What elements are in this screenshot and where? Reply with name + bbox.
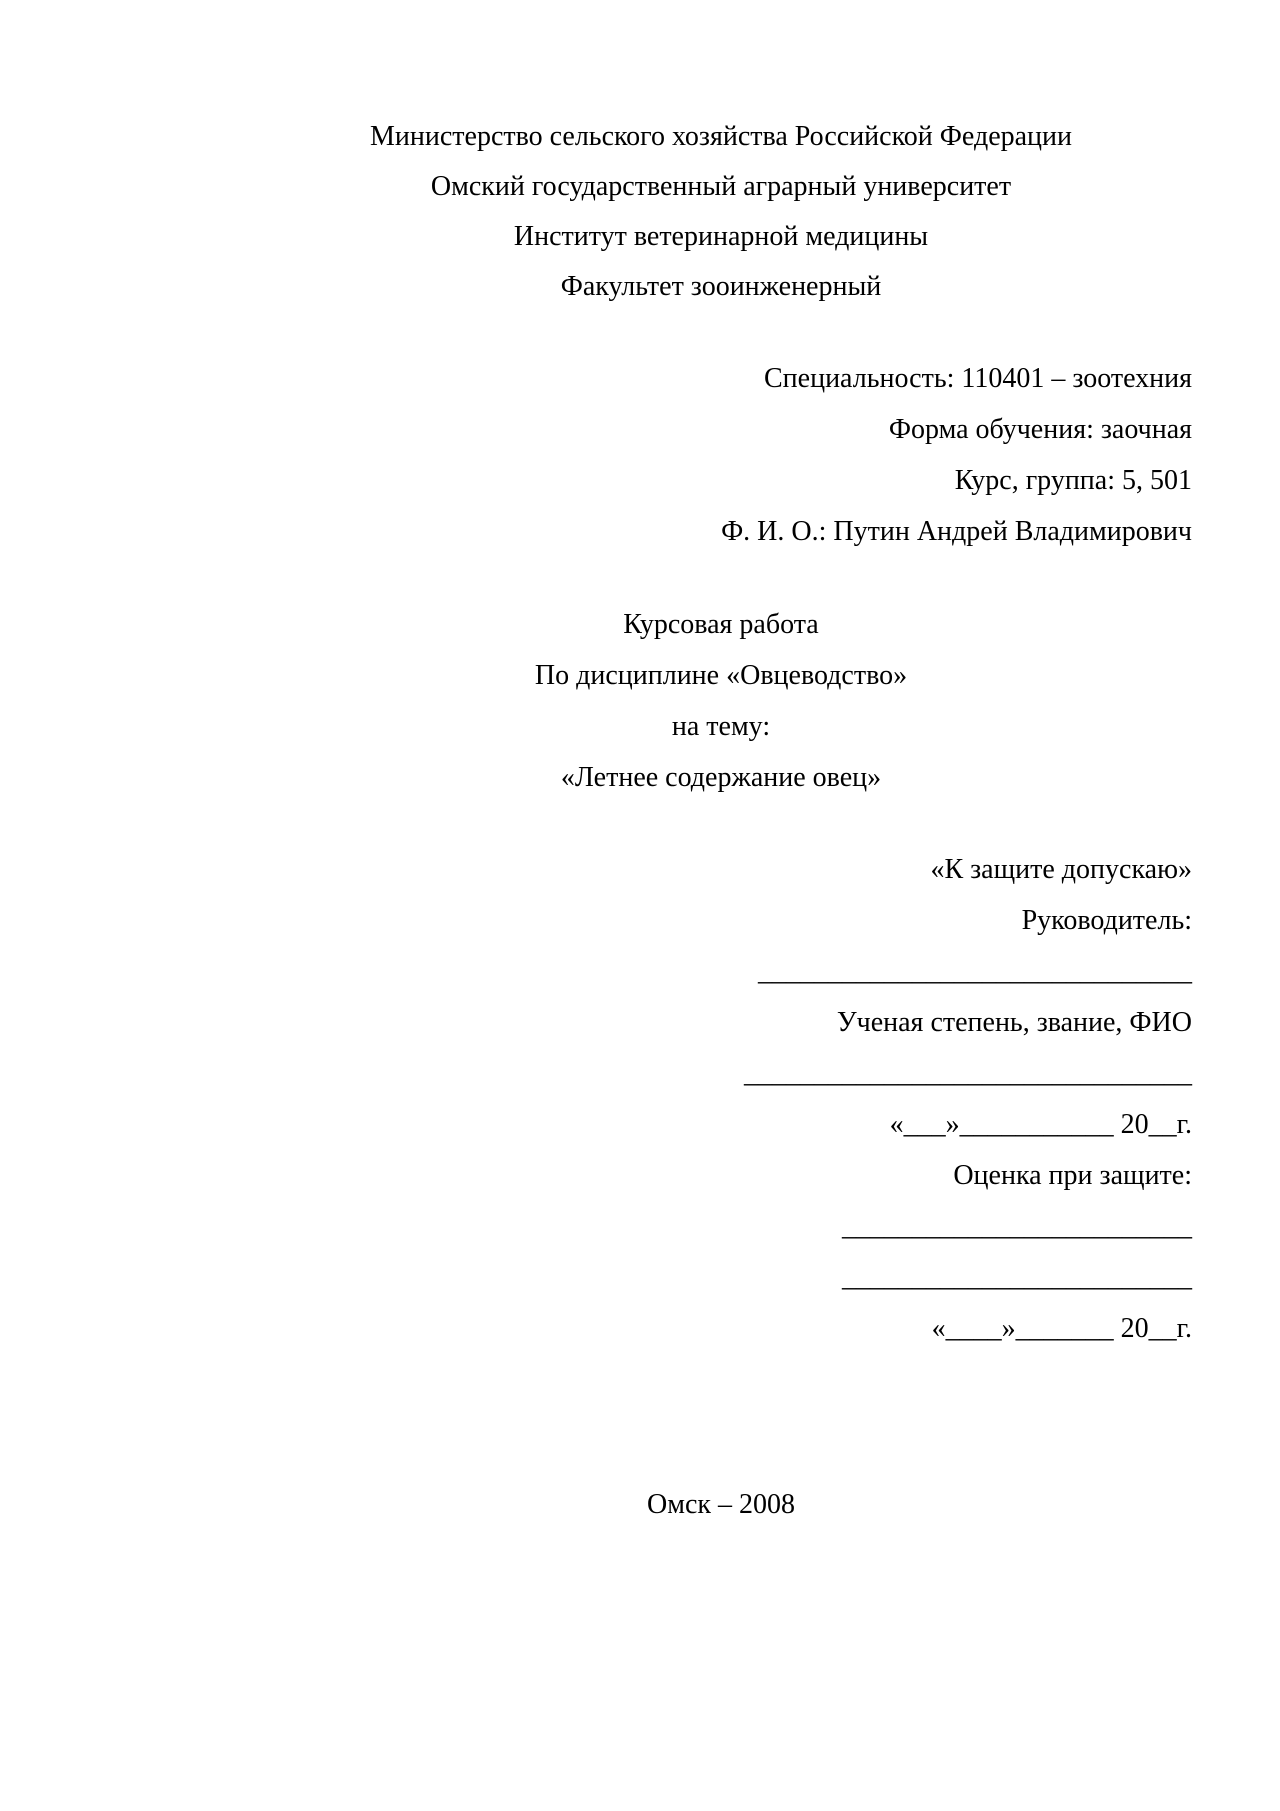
supervisor-signature-line: _______________________________: [758, 956, 1192, 987]
course-group-line: Курс, группа: 5, 501: [954, 465, 1192, 496]
grade-line-1: _________________________: [842, 1211, 1192, 1242]
grade-label: Оценка при защите:: [953, 1160, 1192, 1191]
faculty-line: Факультет зооинженерный: [560, 271, 882, 302]
date-line-1: «___»___________ 20__г.: [889, 1109, 1192, 1140]
specialty-line: Специальность: 110401 – зоотехния: [764, 363, 1192, 394]
study-form-line: Форма обучения: заочная: [888, 414, 1192, 445]
city-year-line: Омск – 2008: [647, 1489, 795, 1520]
date-line-2: «____»_______ 20__г.: [931, 1313, 1192, 1344]
student-name-line: Ф. И. О.: Путин Андрей Владимирович: [721, 516, 1192, 547]
admit-line: «К защите допускаю»: [930, 854, 1192, 885]
topic-line: «Летнее содержание овец»: [560, 762, 882, 793]
topic-label-line: на тему:: [671, 711, 771, 742]
university-line: Омский государственный аграрный университет: [430, 171, 1012, 202]
discipline-line: По дисциплине «Овцеводство»: [534, 660, 908, 691]
ministry-line: Министерство сельского хозяйства Российской Федерации: [370, 121, 1072, 152]
degree-signature-line: ________________________________: [744, 1058, 1192, 1089]
institute-line: Институт ветеринарной медицины: [513, 221, 929, 252]
degree-label: Ученая степень, звание, ФИО: [836, 1007, 1192, 1038]
grade-line-2: _________________________: [842, 1262, 1192, 1293]
supervisor-label: Руководитель:: [1021, 905, 1192, 936]
work-type-line: Курсовая работа: [623, 609, 819, 640]
